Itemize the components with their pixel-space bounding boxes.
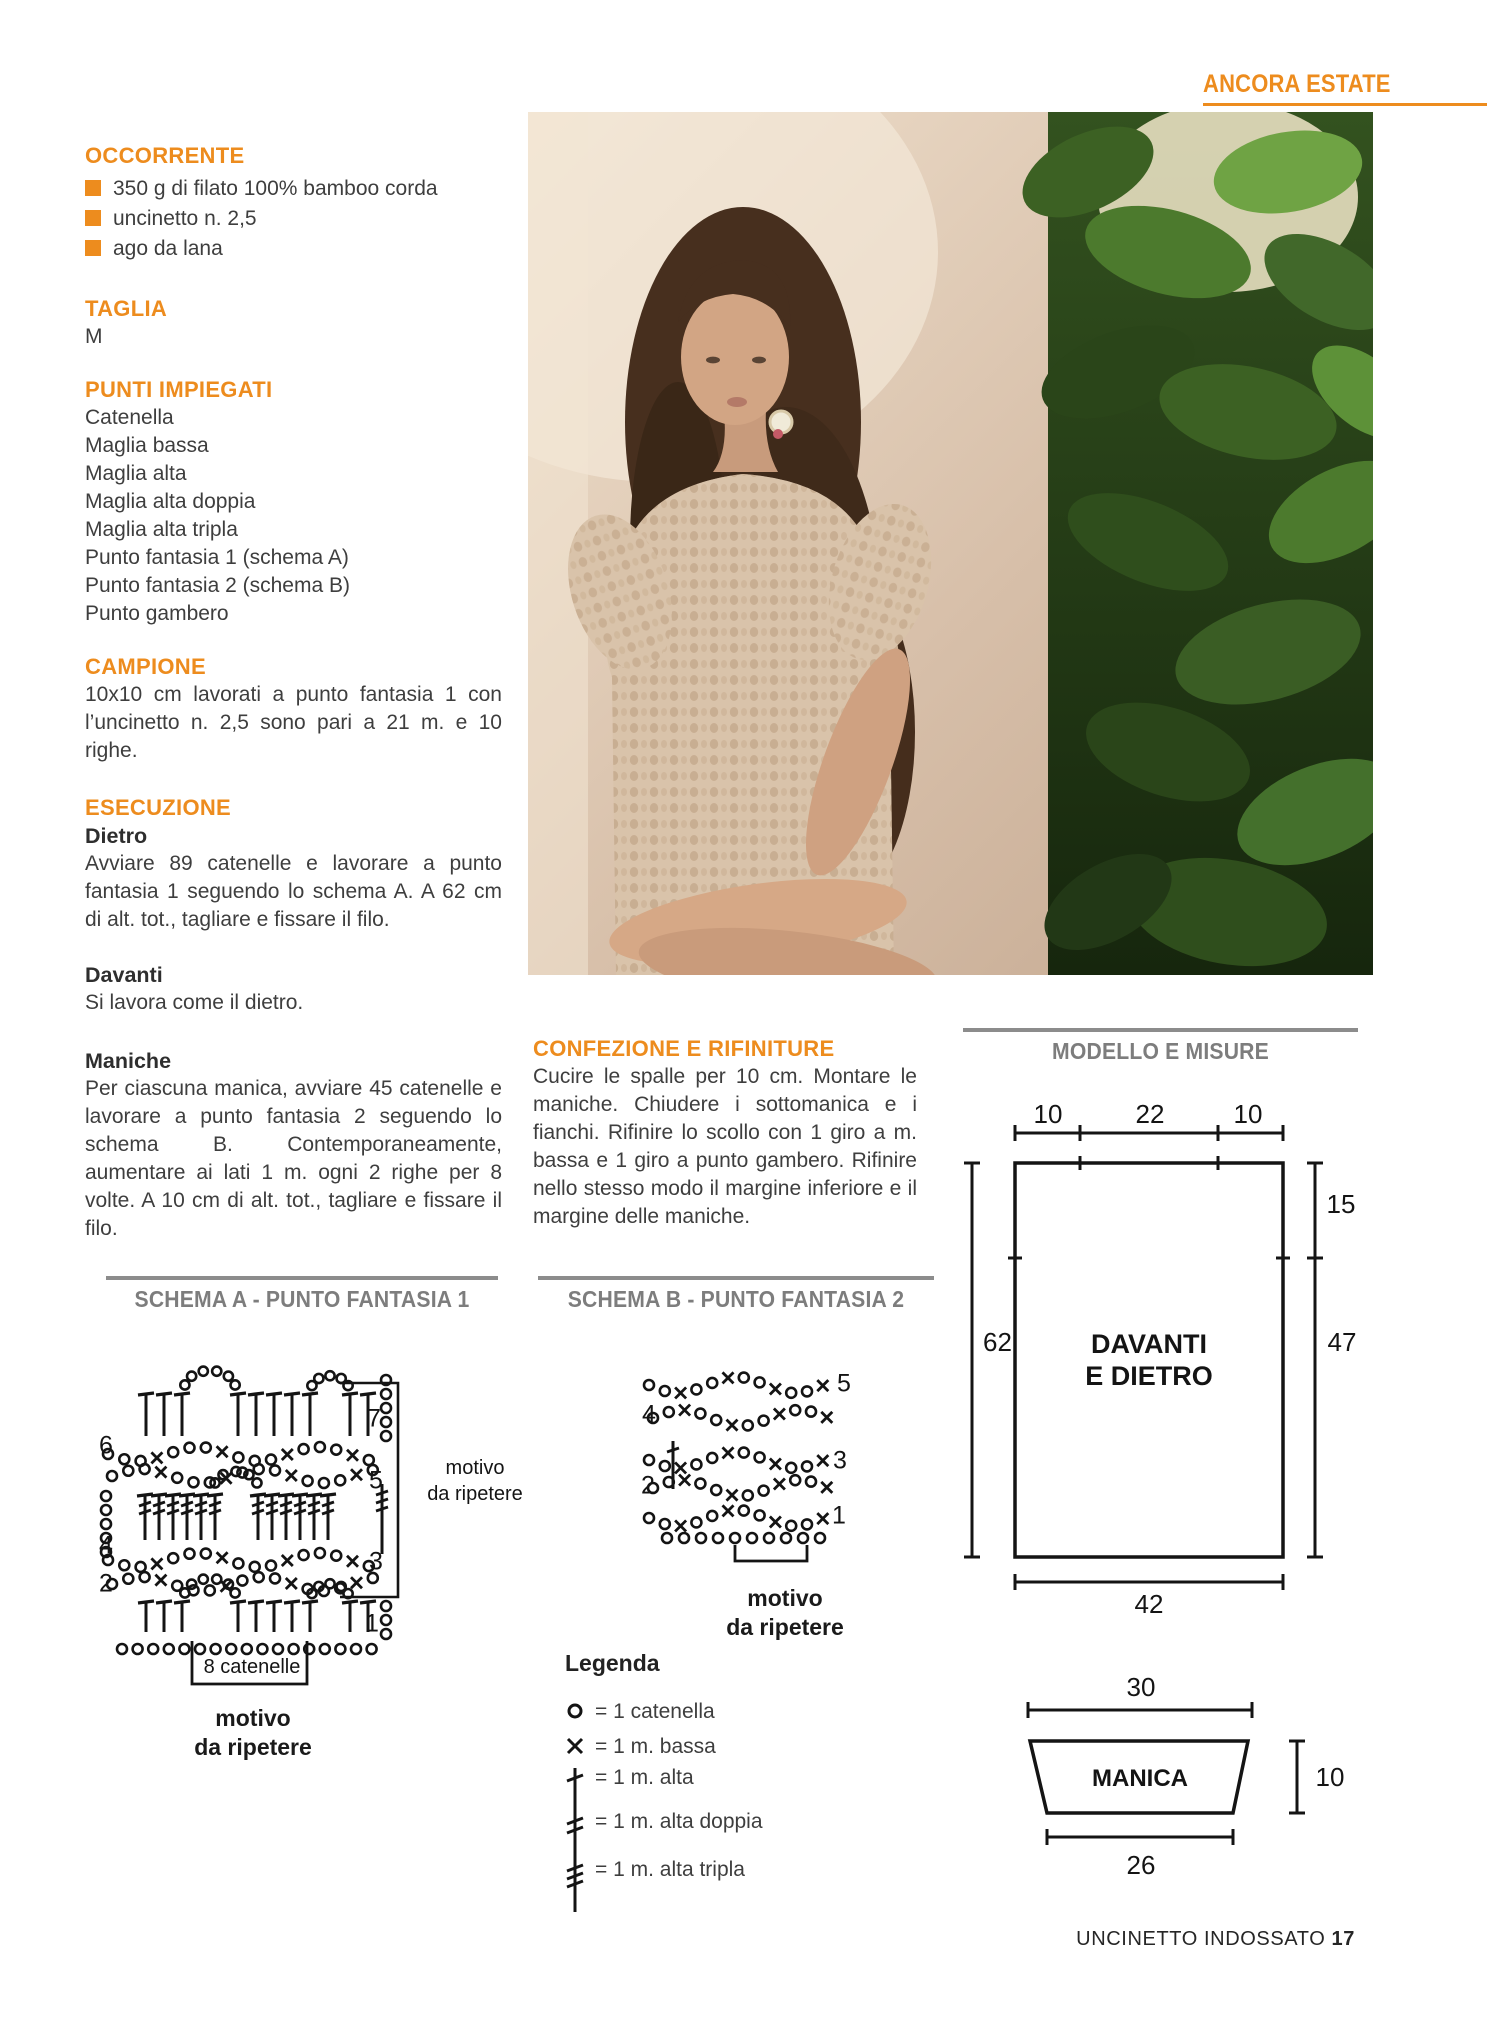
bullet-square-icon bbox=[85, 180, 101, 196]
confezione-heading: CONFEZIONE E RIFINITURE bbox=[533, 1036, 835, 1061]
sleeve-top-measure: 30 bbox=[1126, 1672, 1156, 1702]
list-item: Punto gambero bbox=[85, 602, 229, 625]
legend-item: = 1 m. bassa bbox=[565, 1735, 716, 1759]
schema-a-chart bbox=[90, 1362, 410, 1697]
row-number: 1 bbox=[365, 1609, 379, 1638]
sleeve-diagram bbox=[960, 1660, 1360, 1890]
list-item: Maglia bassa bbox=[85, 434, 209, 457]
bullet-square-icon bbox=[85, 240, 101, 256]
campione-heading: CAMPIONE bbox=[85, 654, 206, 679]
taglia-heading: TAGLIA bbox=[85, 296, 168, 321]
measure-top-right: 10 bbox=[1233, 1099, 1263, 1129]
sleeve-bottom-measure: 26 bbox=[1126, 1850, 1156, 1880]
list-item: Punto fantasia 2 (schema B) bbox=[85, 574, 350, 597]
magazine-name: UNCINETTO INDOSSATO bbox=[1076, 1928, 1326, 1950]
row-number: 4 bbox=[642, 1400, 656, 1429]
row-number: 4 bbox=[99, 1531, 113, 1560]
schema-a-chain-label: 8 catenelle bbox=[203, 1656, 301, 1678]
schema-a-bar bbox=[106, 1276, 498, 1280]
treble-crochet-icon bbox=[565, 1810, 595, 1864]
page-footer bbox=[1076, 1928, 1355, 1951]
front-back-diagram bbox=[960, 1095, 1360, 1635]
legend-item: = 1 m. alta tripla bbox=[565, 1858, 745, 1916]
legend-item: = 1 m. alta doppia bbox=[565, 1810, 763, 1864]
front-back-label-1: DAVANTI bbox=[1091, 1329, 1207, 1359]
schema-b-chart bbox=[635, 1355, 865, 1610]
legend-item: = 1 m. alta bbox=[565, 1766, 694, 1816]
section-title: ANCORA ESTATE bbox=[1203, 70, 1391, 98]
maniche-text: Per ciascuna manica, avviare 45 catenelle e lavorare a punto fantasia 2 seguendo lo schema B. Contemporaneamente, aumentare ai lati 1 m. ogni 2 righe per 8 volte. A 10 cm di alt. tot., tagliare e fissare il filo. bbox=[85, 1077, 502, 1240]
header-rule bbox=[1203, 103, 1487, 106]
double-crochet-icon bbox=[565, 1766, 595, 1816]
measure-top-center: 22 bbox=[1135, 1099, 1165, 1129]
list-item: Catenella bbox=[85, 406, 174, 429]
campione-text: 10x10 cm lavorati a punto fantasia 1 con l’uncinetto n. 2,5 sono pari a 21 m. e 10 righe. bbox=[85, 683, 502, 762]
list-item: Maglia alta bbox=[85, 462, 187, 485]
schema-b-bar bbox=[538, 1276, 934, 1280]
row-number: 1 bbox=[832, 1501, 846, 1530]
row-number: 3 bbox=[369, 1547, 383, 1576]
row-number: 6 bbox=[99, 1431, 113, 1460]
modello-heading: MODELLO E MISURE bbox=[1052, 1038, 1269, 1064]
measure-left: 62 bbox=[983, 1327, 1012, 1357]
row-number: 2 bbox=[99, 1569, 113, 1598]
page-number: 17 bbox=[1331, 1928, 1355, 1950]
measure-top-left: 10 bbox=[1033, 1099, 1063, 1129]
dietro-text: Avviare 89 catenelle e lavorare a punto fantasia 1 seguendo lo schema A. A 62 cm di alt. tot., tagliare e fissare il filo. bbox=[85, 852, 502, 931]
punti-heading: PUNTI IMPIEGATI bbox=[85, 377, 273, 402]
sleeve-label: MANICA bbox=[1092, 1765, 1188, 1792]
row-number: 5 bbox=[369, 1466, 383, 1495]
row-number: 7 bbox=[367, 1404, 381, 1433]
stitch-list bbox=[85, 404, 502, 628]
esecuzione-heading: ESECUZIONE bbox=[85, 795, 232, 820]
schema-b-heading: SCHEMA B - PUNTO FANTASIA 2 bbox=[567, 1286, 905, 1312]
list-item: 350 g di filato 100% bamboo corda bbox=[85, 174, 502, 204]
list-item: ago da lana bbox=[85, 234, 502, 264]
front-back-label-2: E DIETRO bbox=[1085, 1361, 1213, 1391]
davanti-subheading: Davanti bbox=[85, 963, 163, 987]
list-item: Punto fantasia 1 (schema A) bbox=[85, 546, 349, 569]
list-item: Maglia alta doppia bbox=[85, 490, 256, 513]
row-number: 3 bbox=[833, 1446, 847, 1475]
taglia-value: M bbox=[85, 325, 103, 348]
row-number: 5 bbox=[837, 1369, 851, 1398]
schema-a-heading: SCHEMA A - PUNTO FANTASIA 1 bbox=[134, 1286, 470, 1312]
measure-right-lower: 47 bbox=[1327, 1327, 1357, 1357]
schema-b-repeat-label: motivo da ripetere bbox=[726, 1585, 844, 1640]
measure-bottom: 42 bbox=[1134, 1589, 1164, 1619]
occorrente-heading: OCCORRENTE bbox=[85, 143, 245, 168]
measure-right-upper: 15 bbox=[1326, 1189, 1356, 1219]
confezione-text: Cucire le spalle per 10 cm. Montare le maniche. Chiudere i sottomanica e i fianchi. Rifinire lo scollo con 1 giro a m. bassa e 1 giro a punto gambero. Rifinire nello stesso modo il margine inferiore e il margine delle maniche. bbox=[533, 1065, 917, 1228]
sleeve-right-measure: 10 bbox=[1315, 1762, 1345, 1792]
list-item: uncinetto n. 2,5 bbox=[85, 204, 502, 234]
dietro-subheading: Dietro bbox=[85, 824, 148, 848]
model-photo bbox=[528, 112, 1373, 975]
bullet-square-icon bbox=[85, 210, 101, 226]
list-item: Maglia alta tripla bbox=[85, 518, 238, 541]
left-column bbox=[85, 142, 502, 1243]
single-crochet-icon bbox=[565, 1735, 595, 1757]
chain-icon bbox=[565, 1700, 595, 1722]
modello-bar bbox=[963, 1028, 1358, 1032]
schema-a-repeat-label: motivo da ripetere bbox=[194, 1705, 312, 1760]
maniche-subheading: Maniche bbox=[85, 1049, 172, 1073]
confezione-section bbox=[533, 1035, 917, 1231]
triple-treble-icon bbox=[565, 1858, 595, 1916]
legend-heading: Legenda bbox=[565, 1650, 660, 1676]
materials-list bbox=[85, 174, 502, 264]
schema-a-side-repeat-label: motivo da ripetere bbox=[427, 1457, 523, 1505]
row-number: 2 bbox=[641, 1471, 655, 1500]
davanti-text: Si lavora come il dietro. bbox=[85, 991, 304, 1014]
legend-item: = 1 catenella bbox=[565, 1700, 715, 1724]
